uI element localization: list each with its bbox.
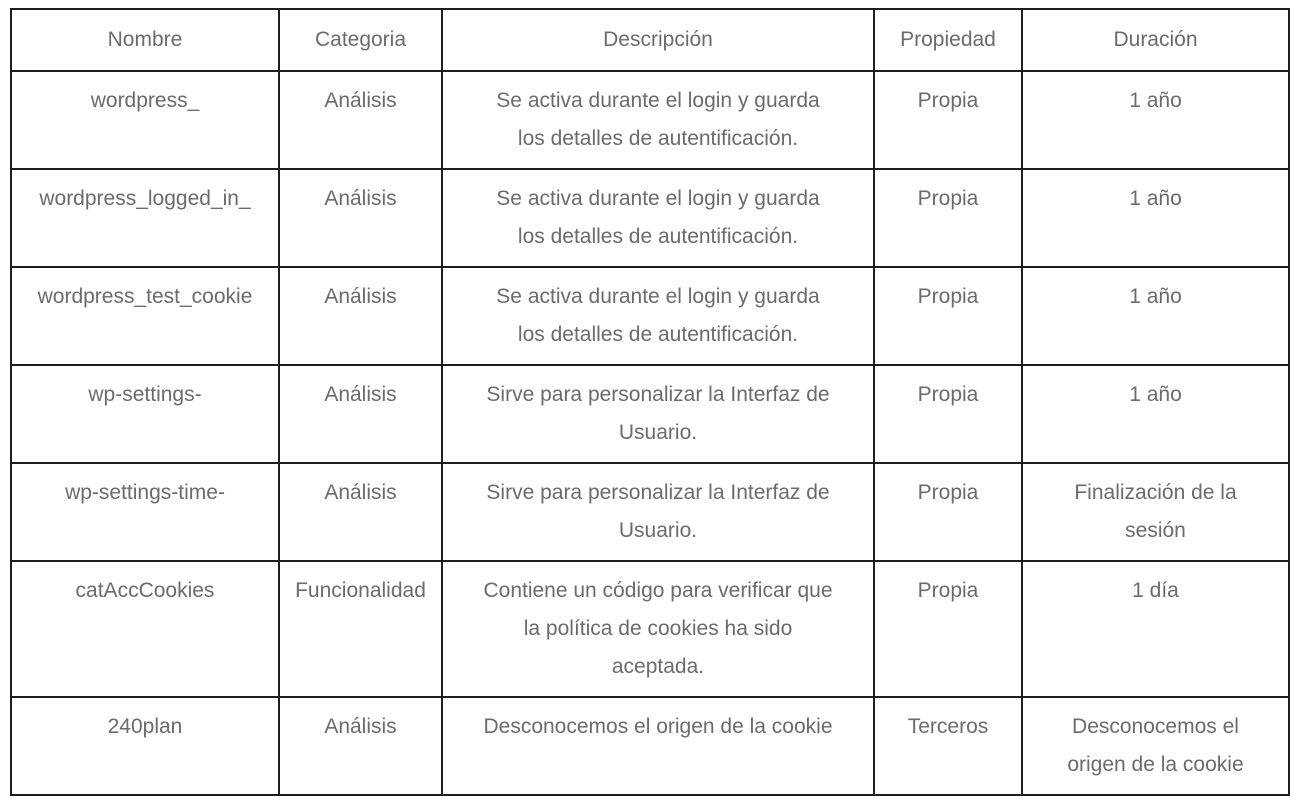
cell-duracion bbox=[1022, 169, 1289, 267]
cell-nombre: wp-settings-time- bbox=[11, 463, 279, 561]
cell-categoria: Análisis bbox=[279, 71, 442, 169]
cell-descripcion bbox=[442, 561, 874, 697]
cell-propiedad: Propia bbox=[874, 365, 1022, 463]
cell-nombre: wordpress_logged_in_ bbox=[11, 169, 279, 267]
cell-nombre: wp-settings- bbox=[11, 365, 279, 463]
cell-duracion bbox=[1022, 267, 1289, 365]
table-row bbox=[11, 365, 1289, 463]
cell-categoria: Análisis bbox=[279, 169, 442, 267]
cell-duracion bbox=[1022, 71, 1289, 169]
cell-categoria: Funcionalidad bbox=[279, 561, 442, 697]
cell-nombre: 240plan bbox=[11, 697, 279, 795]
header-categoria: Categoria bbox=[279, 9, 442, 71]
cell-duracion bbox=[1022, 463, 1289, 561]
descripcion-line: Se activa durante el login y guarda bbox=[496, 285, 820, 308]
duracion-line: 1 año bbox=[1129, 89, 1182, 112]
cell-duracion bbox=[1022, 561, 1289, 697]
descripcion-line: los detalles de autentificación. bbox=[517, 225, 799, 248]
table-row bbox=[11, 71, 1289, 169]
cell-categoria: Análisis bbox=[279, 365, 442, 463]
cell-propiedad: Propia bbox=[874, 267, 1022, 365]
cell-descripcion bbox=[442, 463, 874, 561]
cell-descripcion bbox=[442, 71, 874, 169]
descripcion-line: Se activa durante el login y guarda bbox=[496, 187, 820, 210]
cell-nombre: catAccCookies bbox=[11, 561, 279, 697]
duracion-line: Desconocemos el bbox=[1072, 715, 1239, 738]
descripcion-line: Sirve para personalizar la Interfaz de bbox=[486, 383, 830, 406]
cell-propiedad: Propia bbox=[874, 169, 1022, 267]
cell-propiedad: Propia bbox=[874, 561, 1022, 697]
cell-nombre: wordpress_ bbox=[11, 71, 279, 169]
descripcion-line: Se activa durante el login y guarda bbox=[496, 89, 820, 112]
cell-duracion bbox=[1022, 697, 1289, 795]
table-row bbox=[11, 561, 1289, 697]
cell-duracion bbox=[1022, 365, 1289, 463]
descripcion-line: Desconocemos el origen de la cookie bbox=[483, 715, 833, 738]
duracion-line: 1 día bbox=[1132, 579, 1179, 602]
descripcion-line: Usuario. bbox=[618, 421, 698, 444]
descripcion-line: Usuario. bbox=[618, 519, 698, 542]
descripcion-line: la política de cookies ha sido bbox=[523, 617, 793, 640]
table-header-row bbox=[11, 9, 1289, 71]
duracion-line: 1 año bbox=[1129, 285, 1182, 308]
cell-nombre: wordpress_test_cookie bbox=[11, 267, 279, 365]
cookies-table bbox=[10, 8, 1290, 796]
duracion-line: 1 año bbox=[1129, 187, 1182, 210]
descripcion-line: Sirve para personalizar la Interfaz de bbox=[486, 481, 830, 504]
cell-categoria: Análisis bbox=[279, 463, 442, 561]
cell-descripcion bbox=[442, 169, 874, 267]
cell-propiedad: Propia bbox=[874, 71, 1022, 169]
duracion-line: Finalización de la bbox=[1074, 481, 1237, 504]
cell-categoria: Análisis bbox=[279, 267, 442, 365]
header-duracion: Duración bbox=[1022, 9, 1289, 71]
header-nombre: Nombre bbox=[11, 9, 279, 71]
descripcion-line: aceptada. bbox=[611, 655, 705, 678]
table-row bbox=[11, 697, 1289, 795]
table-row bbox=[11, 463, 1289, 561]
header-propiedad: Propiedad bbox=[874, 9, 1022, 71]
cell-descripcion bbox=[442, 365, 874, 463]
duracion-line: origen de la cookie bbox=[1067, 753, 1244, 776]
cookies-table-container bbox=[10, 8, 1288, 796]
cell-propiedad: Terceros bbox=[874, 697, 1022, 795]
cell-descripcion bbox=[442, 697, 874, 795]
duracion-line: 1 año bbox=[1129, 383, 1182, 406]
duracion-line: sesión bbox=[1125, 519, 1186, 542]
cell-propiedad: Propia bbox=[874, 463, 1022, 561]
descripcion-line: los detalles de autentificación. bbox=[517, 127, 799, 150]
descripcion-line: los detalles de autentificación. bbox=[517, 323, 799, 346]
cell-descripcion bbox=[442, 267, 874, 365]
header-descripcion: Descripción bbox=[442, 9, 874, 71]
cell-categoria: Análisis bbox=[279, 697, 442, 795]
table-row bbox=[11, 267, 1289, 365]
descripcion-line: Contiene un código para verificar que bbox=[483, 579, 833, 602]
table-row bbox=[11, 169, 1289, 267]
